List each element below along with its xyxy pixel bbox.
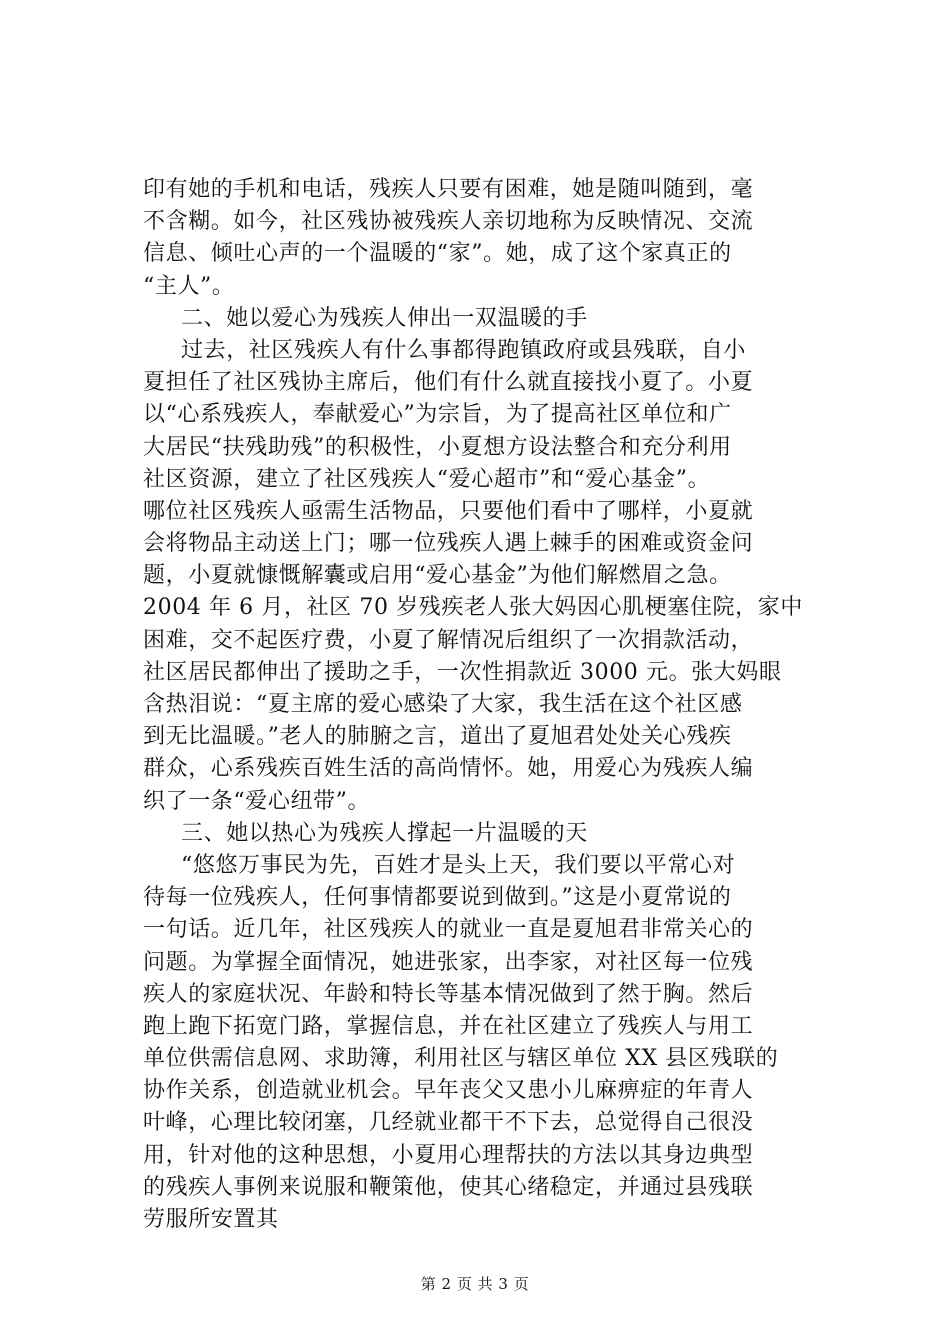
page-footer: 第 2 页 共 3 页 bbox=[420, 1275, 530, 1293]
body-text-line: 待每一位残疾人，任何事情都要说到做到。”这是小夏常说的 bbox=[143, 885, 732, 911]
body-text-line: 社区居民都伸出了援助之手，一次性捐款近 3000 元。张大妈眼 bbox=[143, 659, 782, 685]
body-text-line: 题，小夏就慷慨解囊或启用“爱心基金”为他们解燃眉之急。 bbox=[143, 563, 732, 589]
body-text-line: 困难，交不起医疗费，小夏了解情况后组织了一次捐款活动， bbox=[143, 627, 754, 653]
body-text-line: “主人”。 bbox=[143, 273, 235, 299]
body-text-line: 含热泪说：“夏主席的爱心感染了大家，我生活在这个社区感 bbox=[143, 692, 743, 717]
body-text-line: 单位供需信息网、求助簿，利用社区与辖区单位 XX 县区残联的 bbox=[143, 1046, 779, 1072]
body-text-line: 不含糊。如今，社区残协被残疾人亲切地称为反映情况、交流 bbox=[143, 209, 754, 235]
body-text-line: “悠悠万事民为先，百姓才是头上天，我们要以平常心对 bbox=[181, 852, 736, 878]
body-text-line: 疾人的家庭状况、年龄和特长等基本情况做到了然于胸。然后 bbox=[143, 981, 754, 1007]
body-text-line: 织了一条“爱心纽带”。 bbox=[143, 788, 371, 814]
body-text-line: 哪位社区残疾人亟需生活物品，只要他们看中了哪样，小夏就 bbox=[143, 498, 754, 524]
body-text-line: 劳服所安置其 bbox=[143, 1207, 279, 1232]
section-heading: 三、她以热心为残疾人撑起一片温暖的天 bbox=[181, 820, 588, 846]
body-text-line: 夏担任了社区残协主席后，他们有什么就直接找小夏了。小夏 bbox=[143, 370, 754, 396]
body-text-line: 过去，社区残疾人有什么事都得跑镇政府或县残联，自小 bbox=[181, 337, 747, 363]
body-text-line: 群众，心系残疾百姓生活的高尚情怀。她，用爱心为残疾人编 bbox=[143, 756, 754, 782]
document-body bbox=[143, 174, 813, 1236]
body-text-line: 问题。为掌握全面情况，她进张家，出李家，对社区每一位残 bbox=[143, 949, 754, 975]
body-text-line: 2004 年 6 月，社区 70 岁残疾老人张大妈因心肌梗塞住院，家中 bbox=[143, 595, 803, 621]
body-text-line: 协作关系，创造就业机会。早年丧父又患小儿麻痹症的年青人 bbox=[143, 1078, 754, 1104]
body-text-line: 大居民“扶残助残”的积极性，小夏想方设法整合和充分利用 bbox=[143, 434, 732, 460]
body-text-line: 到无比温暖。”老人的肺腑之言，道出了夏旭君处处关心残疾 bbox=[143, 724, 732, 750]
body-text-line: 用，针对他的这种思想，小夏用心理帮扶的方法以其身边典型 bbox=[143, 1142, 754, 1168]
body-text-line: 叶峰，心理比较闭塞，几经就业都干不下去，总觉得自己很没 bbox=[143, 1110, 754, 1136]
body-text-line: 的残疾人事例来说服和鞭策他，使其心绪稳定，并通过县残联 bbox=[143, 1174, 754, 1200]
body-text-line: 一句话。近几年，社区残疾人的就业一直是夏旭君非常关心的 bbox=[143, 917, 754, 943]
body-text-line: 信息、倾吐心声的一个温暖的“家”。她，成了这个家真正的 bbox=[143, 241, 732, 267]
body-text-line: 以“心系残疾人，奉献爱心”为宗旨，为了提高社区单位和广 bbox=[143, 402, 732, 428]
body-text-line: 印有她的手机和电话，残疾人只要有困难，她是随叫随到，毫 bbox=[143, 177, 754, 202]
body-text-line: 会将物品主动送上门；哪一位残疾人遇上棘手的困难或资金问 bbox=[143, 531, 754, 557]
body-text-line: 跑上跑下拓宽门路，掌握信息，并在社区建立了残疾人与用工 bbox=[143, 1013, 754, 1039]
body-text-line: 社区资源，建立了社区残疾人“爱心超市”和“爱心基金”。 bbox=[143, 466, 711, 492]
section-heading: 二、她以爱心为残疾人伸出一双温暖的手 bbox=[181, 305, 588, 331]
